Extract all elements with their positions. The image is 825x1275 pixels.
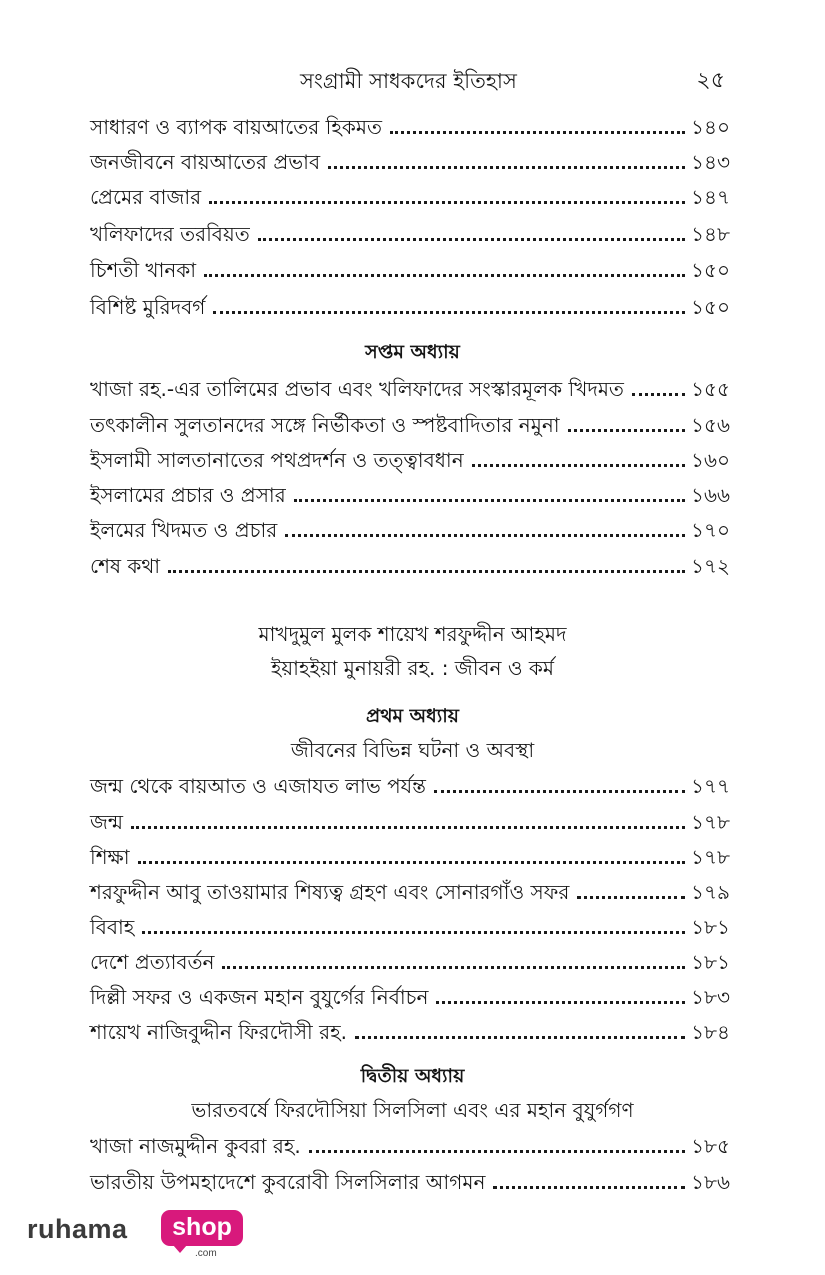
toc-entry-page: ১৮১ bbox=[691, 950, 730, 974]
toc-entry-page: ১৭৭ bbox=[691, 774, 730, 798]
toc-entry-title: ইসলামী সালতানাতের পথপ্রদর্শন ও তত্ত্বাবধান bbox=[90, 448, 464, 472]
toc-entry-page: ১৪০ bbox=[691, 115, 730, 139]
toc-entry-title: খলিফাদের তরবিয়ত bbox=[90, 222, 250, 246]
toc-entry bbox=[90, 406, 730, 440]
dot-leader bbox=[568, 429, 685, 432]
toc-entry-page: ১৭০ bbox=[691, 518, 730, 542]
running-title: সংগ্রামী সাধকদের ইতিহাস bbox=[300, 69, 517, 93]
dot-leader bbox=[632, 393, 685, 396]
toc-entry-title: ইলমের খিদমত ও প্রচার bbox=[90, 518, 278, 542]
toc-entry-title: শেষ কথা bbox=[90, 554, 161, 578]
logo-shop-badge: shop bbox=[161, 1210, 243, 1246]
toc-entry-title: খাজা রহ.-এর তালিমের প্রভাব এবং খলিফাদের সংস্কারমূলক খিদমত bbox=[90, 377, 624, 401]
dot-leader bbox=[472, 464, 685, 467]
toc-entry-title: খাজা নাজমুদ্দীন কুবরা রহ. bbox=[90, 1134, 301, 1158]
toc-entry bbox=[90, 143, 730, 177]
toc-entry bbox=[90, 767, 730, 801]
dot-leader bbox=[138, 861, 685, 864]
toc-entry-title: চিশতী খানকা bbox=[90, 258, 197, 282]
toc-entry-page: ১৬০ bbox=[691, 448, 730, 472]
toc-entry bbox=[90, 288, 730, 322]
toc-entry bbox=[90, 1127, 730, 1161]
toc-entry-page: ১৮৪ bbox=[691, 1020, 730, 1044]
chapter-heading: সপ্তম অধ্যায় bbox=[365, 341, 460, 363]
dot-leader bbox=[213, 311, 685, 314]
toc-entry bbox=[90, 978, 730, 1012]
toc-entry-page: ১৬৬ bbox=[691, 483, 730, 507]
dot-leader bbox=[131, 826, 685, 829]
part-heading-line2: ইয়াহইয়া মুনায়রী রহ. : জীবন ও কর্ম bbox=[270, 656, 555, 680]
toc-entry-title: শিক্ষা bbox=[90, 845, 130, 869]
toc-entry-page: ১৭২ bbox=[691, 554, 730, 578]
toc-entry-title: সাধারণ ও ব্যাপক বায়আতের হিকমত bbox=[90, 115, 382, 139]
dot-leader bbox=[328, 166, 685, 169]
toc-entry-page: ১৫৫ bbox=[691, 377, 730, 401]
toc-entry-page: ১৫০ bbox=[691, 258, 730, 282]
dot-leader bbox=[436, 1001, 685, 1004]
page-number: ২৫ bbox=[696, 68, 725, 93]
dot-leader bbox=[355, 1036, 685, 1039]
dot-leader bbox=[285, 534, 685, 537]
part-heading-line1: মাখদুমুল মুলক শায়েখ শরফুদ্দীন আহমদ bbox=[258, 622, 567, 646]
toc-entry-page: ১৪৭ bbox=[691, 185, 730, 209]
dot-leader bbox=[204, 274, 685, 277]
ruhamashop-logo bbox=[27, 1208, 257, 1258]
toc-entry-page: ১৮১ bbox=[691, 915, 730, 939]
toc-entry bbox=[90, 108, 730, 142]
toc-entry bbox=[90, 1163, 730, 1197]
chapter-heading: দ্বিতীয় অধ্যায় bbox=[360, 1065, 465, 1087]
toc-entry bbox=[90, 251, 730, 285]
logo-wordmark: ruhama bbox=[27, 1214, 128, 1244]
toc-entry-title: জন্ম bbox=[90, 810, 124, 834]
toc-entry-title: জন্ম থেকে বায়আত ও এজাযত লাভ পর্যন্ত bbox=[90, 774, 426, 798]
toc-entry-title: তৎকালীন সুলতানদের সঙ্গে নির্ভীকতা ও স্পষ্টবাদিতার নমুনা bbox=[90, 413, 560, 437]
toc-entry bbox=[90, 943, 730, 977]
chapter-subheading: ভারতবর্ষে ফিরদৌসিয়া সিলসিলা এবং এর মহান বুযুর্গগণ bbox=[191, 1098, 634, 1122]
toc-entry-page: ১৭৯ bbox=[691, 880, 730, 904]
toc-entry bbox=[90, 1013, 730, 1047]
dot-leader bbox=[168, 570, 685, 573]
toc-entry bbox=[90, 476, 730, 510]
dot-leader bbox=[209, 201, 685, 204]
toc-entry-title: বিশিষ্ট মুরিদবর্গ bbox=[90, 295, 206, 319]
toc-entry-title: ইসলামের প্রচার ও প্রসার bbox=[90, 483, 286, 507]
toc-entry bbox=[90, 370, 730, 404]
dot-leader bbox=[258, 238, 685, 241]
toc-entry-page: ১৫০ bbox=[691, 295, 730, 319]
toc-entry-title: জনজীবনে বায়আতের প্রভাব bbox=[90, 150, 321, 174]
toc-entry-title: শায়েখ নাজিবুদ্দীন ফিরদৌসী রহ. bbox=[90, 1020, 348, 1044]
toc-entry bbox=[90, 908, 730, 942]
dot-leader bbox=[294, 499, 685, 502]
toc-entry-title: দেশে প্রত্যাবর্তন bbox=[90, 950, 215, 974]
toc-entry bbox=[90, 873, 730, 907]
dot-leader bbox=[222, 966, 685, 969]
toc-entry-title: বিবাহ bbox=[90, 915, 135, 939]
toc-entry-title: শরফুদ্দীন আবু তাওয়ামার শিষ্যত্ব গ্রহণ এবং সোনারগাঁও সফর bbox=[90, 880, 570, 904]
toc-entry-title: ভারতীয় উপমহাদেশে কুবরোবী সিলসিলার আগমন bbox=[90, 1170, 486, 1194]
toc-entry-title: দিল্লী সফর ও একজন মহান বুযুর্গের নির্বাচন bbox=[90, 985, 429, 1009]
dot-leader bbox=[434, 790, 685, 793]
chapter-subheading: জীবনের বিভিন্ন ঘটনা ও অবস্থা bbox=[290, 738, 535, 762]
toc-entry bbox=[90, 215, 730, 249]
toc-entry-page: ১৮৫ bbox=[691, 1134, 730, 1158]
dot-leader bbox=[390, 131, 685, 134]
toc-entry bbox=[90, 178, 730, 212]
toc-entry-title: প্রেমের বাজার bbox=[90, 185, 202, 209]
dot-leader bbox=[577, 896, 685, 899]
toc-entry-page: ১৫৬ bbox=[691, 413, 730, 437]
dot-leader bbox=[493, 1186, 685, 1189]
dot-leader bbox=[309, 1150, 685, 1153]
chapter-heading: প্রথম অধ্যায় bbox=[366, 705, 459, 727]
toc-entry-page: ১৭৮ bbox=[691, 810, 730, 834]
dot-leader bbox=[142, 931, 685, 934]
toc-entry bbox=[90, 803, 730, 837]
toc-entry-page: ১৪৮ bbox=[691, 222, 730, 246]
toc-entry bbox=[90, 511, 730, 545]
toc-entry bbox=[90, 547, 730, 581]
toc-entry-page: ১৪৩ bbox=[691, 150, 730, 174]
toc-entry-page: ১৮৩ bbox=[691, 985, 730, 1009]
logo-domain-suffix: .com bbox=[195, 1248, 217, 1259]
toc-entry-page: ১৭৮ bbox=[691, 845, 730, 869]
toc-entry-page: ১৮৬ bbox=[691, 1170, 730, 1194]
running-header bbox=[0, 64, 825, 100]
toc-entry bbox=[90, 441, 730, 475]
toc-entry bbox=[90, 838, 730, 872]
